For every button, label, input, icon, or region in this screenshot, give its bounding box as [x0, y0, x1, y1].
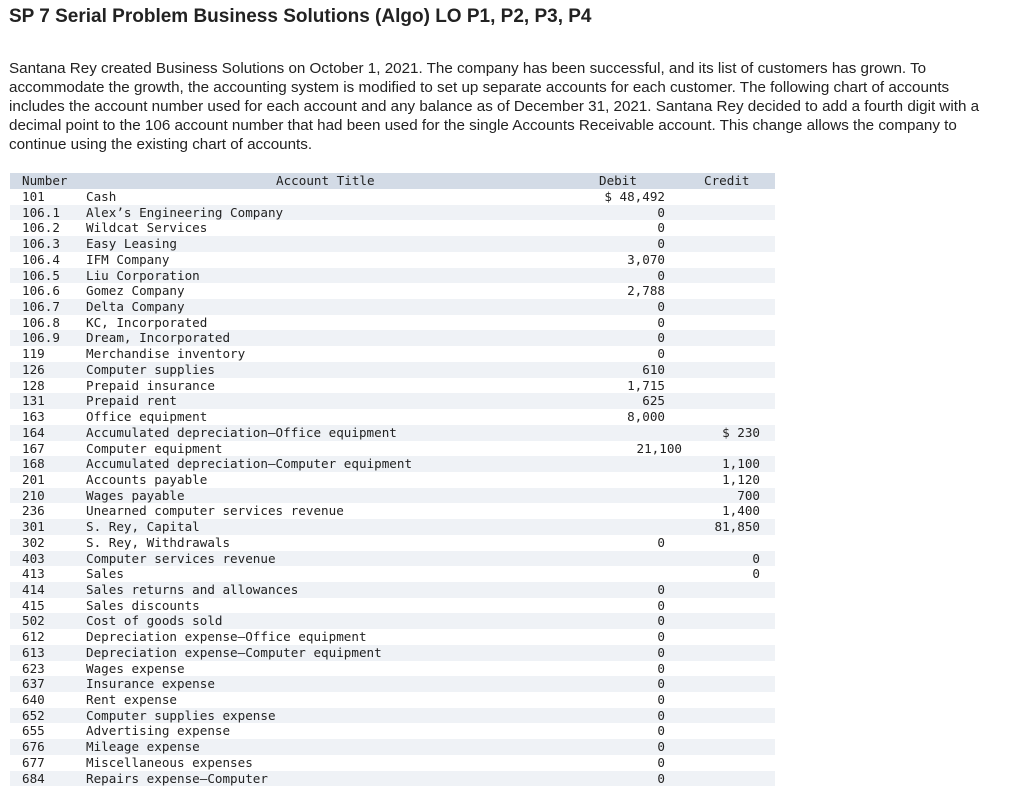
account-title: Sales discounts: [86, 597, 200, 613]
header-credit: Credit: [704, 173, 750, 188]
debit-amount: 3,070: [627, 251, 665, 267]
account-number: 106.5: [22, 267, 60, 283]
account-title: Easy Leasing: [86, 236, 177, 252]
credit-amount: $ 230: [722, 424, 760, 440]
account-title: Dream, Incorporated: [86, 330, 231, 346]
header-account-title: Account Title: [276, 173, 375, 188]
account-number: 119: [22, 346, 45, 362]
account-title: Wages expense: [86, 660, 185, 676]
header-debit: Debit: [599, 173, 637, 188]
account-number: 101: [22, 189, 45, 204]
account-number: 677: [22, 754, 45, 770]
account-number: 168: [22, 456, 45, 472]
intro-paragraph: Santana Rey created Business Solutions on October 1, 2021. The company has been successful, and its list of customers has grown. To accommodate the growth, the accounting system is modified to set up separate accounts for each customer. The following chart of accounts includes the account number used for each account and any balance as of December 31, 2021. Santana Rey decided to add a fourth digit with a decimal point to the 106 account number that had been used for the single Accounts Receivable account. This change allows the company to continue using the existing chart of accounts.: [9, 60, 980, 153]
debit-amount: 0: [657, 314, 665, 330]
table-row: [10, 252, 775, 268]
debit-amount: 0: [657, 660, 665, 676]
header-number: Number: [22, 173, 68, 188]
debit-amount: 0: [657, 613, 665, 629]
account-number: 126: [22, 361, 45, 377]
account-title: Merchandise inventory: [86, 346, 246, 362]
table-row: [10, 189, 775, 205]
account-title: Cost of goods sold: [86, 613, 223, 629]
account-title: Unearned computer services revenue: [86, 503, 344, 519]
table-row: [10, 519, 775, 535]
account-title: Advertising expense: [86, 723, 231, 739]
debit-amount: 0: [657, 330, 665, 346]
account-title: Computer services revenue: [86, 550, 276, 566]
table-row: [10, 629, 775, 645]
account-number: 640: [22, 692, 45, 707]
table-row: [10, 582, 775, 598]
account-number: 210: [22, 487, 45, 503]
account-title: Repairs expense—Computer: [86, 770, 268, 786]
debit-amount: 2,788: [627, 283, 665, 299]
account-title: KC, Incorporated: [86, 314, 208, 330]
account-number: 637: [22, 676, 45, 692]
account-number: 106.4: [22, 251, 60, 267]
account-number: 106.8: [22, 314, 60, 330]
account-title: Wildcat Services: [86, 220, 208, 236]
debit-amount: 0: [657, 629, 665, 645]
account-number: 106.6: [22, 283, 60, 299]
table-row: [10, 739, 775, 755]
account-title: Computer supplies: [86, 361, 215, 377]
account-title: Mileage expense: [86, 739, 200, 755]
credit-amount: 700: [737, 487, 760, 503]
account-title: Alex’s Engineering Company: [86, 204, 284, 220]
table-row: [10, 723, 775, 739]
account-number: 167: [22, 440, 45, 456]
table-row: [10, 598, 775, 614]
account-number: 613: [22, 644, 45, 660]
chart-of-accounts-table: [10, 173, 775, 786]
account-number: 652: [22, 707, 45, 723]
table-row: [10, 551, 775, 567]
account-number: 106.1: [22, 204, 60, 220]
table-row: [10, 456, 775, 472]
table-row: [10, 535, 775, 551]
table-row: [10, 220, 775, 236]
account-title: Wages payable: [86, 487, 185, 503]
table-row: [10, 346, 775, 362]
table-row: [10, 283, 775, 299]
account-number: 403: [22, 550, 45, 566]
table-row: [10, 613, 775, 629]
account-number: 163: [22, 409, 45, 425]
account-number: 502: [22, 613, 45, 629]
table-header: [10, 173, 775, 189]
table-row: [10, 676, 775, 692]
account-title: Accumulated depreciation—Office equipment: [86, 424, 397, 440]
account-title: Sales: [86, 566, 124, 582]
table-row: [10, 503, 775, 519]
debit-amount: 0: [657, 644, 665, 660]
table-row: [10, 236, 775, 252]
debit-amount: 0: [657, 581, 665, 597]
account-number: 413: [22, 566, 45, 582]
table-row: [10, 409, 775, 425]
account-title: IFM Company: [86, 251, 170, 267]
account-number: 106.3: [22, 236, 60, 252]
table-row: [10, 645, 775, 661]
account-title: Accumulated depreciation—Computer equipment: [86, 456, 413, 472]
account-title: Liu Corporation: [86, 267, 200, 283]
debit-amount: 0: [657, 299, 665, 315]
debit-amount: 0: [657, 754, 665, 770]
table-body: [10, 189, 775, 786]
account-number: 415: [22, 597, 45, 613]
credit-amount: 1,100: [722, 456, 760, 472]
credit-amount: 1,400: [722, 503, 760, 519]
debit-amount: 0: [657, 534, 665, 550]
credit-amount: 81,850: [714, 519, 760, 535]
account-number: 106.7: [22, 299, 60, 315]
account-number: 128: [22, 377, 45, 393]
table-row: [10, 299, 775, 315]
credit-amount: 0: [752, 550, 760, 566]
account-title: Office equipment: [86, 409, 208, 425]
table-row: [10, 488, 775, 504]
account-title: S. Rey, Withdrawals: [86, 534, 231, 550]
debit-amount: 0: [657, 236, 665, 252]
debit-amount: 0: [657, 692, 665, 707]
account-number: 684: [22, 770, 45, 786]
account-number: 655: [22, 723, 45, 739]
account-number: 131: [22, 393, 45, 409]
debit-amount: 610: [642, 361, 665, 377]
account-number: 414: [22, 581, 45, 597]
debit-amount: 21,100: [636, 440, 682, 456]
account-title: Insurance expense: [86, 676, 215, 692]
table-row: [10, 566, 775, 582]
account-title: Prepaid insurance: [86, 377, 215, 393]
account-title: Sales returns and allowances: [86, 581, 299, 597]
account-number: 612: [22, 629, 45, 645]
account-title: Accounts payable: [86, 471, 208, 487]
table-row: [10, 362, 775, 378]
account-title: Rent expense: [86, 692, 177, 707]
account-title: Cash: [86, 189, 117, 204]
account-number: 676: [22, 739, 45, 755]
table-row: [10, 425, 775, 441]
account-number: 623: [22, 660, 45, 676]
debit-amount: 0: [657, 770, 665, 786]
page-title: SP 7 Serial Problem Business Solutions (Algo) LO P1, P2, P3, P4: [9, 6, 592, 27]
debit-amount: 0: [657, 220, 665, 236]
account-number: 301: [22, 519, 45, 535]
debit-amount: 0: [657, 346, 665, 362]
account-title: Computer equipment: [86, 440, 223, 456]
account-title: S. Rey, Capital: [86, 519, 200, 535]
account-number: 106.9: [22, 330, 60, 346]
table-row: [10, 393, 775, 409]
table-row: [10, 472, 775, 488]
account-number: 164: [22, 424, 45, 440]
table-row: [10, 378, 775, 394]
account-title: Computer supplies expense: [86, 707, 276, 723]
account-number: 201: [22, 471, 45, 487]
table-row: [10, 205, 775, 221]
debit-amount: 0: [657, 676, 665, 692]
table-row: [10, 315, 775, 331]
account-title: Delta Company: [86, 299, 185, 315]
account-title: Depreciation expense—Computer equipment: [86, 644, 382, 660]
debit-amount: 0: [657, 723, 665, 739]
debit-amount: 0: [657, 707, 665, 723]
debit-amount: 0: [657, 597, 665, 613]
account-number: 106.2: [22, 220, 60, 236]
credit-amount: 1,120: [722, 471, 760, 487]
table-row: [10, 771, 775, 787]
debit-amount: $ 48,492: [604, 189, 665, 204]
table-row: [10, 330, 775, 346]
debit-amount: 0: [657, 204, 665, 220]
debit-amount: 8,000: [627, 409, 665, 425]
account-number: 236: [22, 503, 45, 519]
table-row: [10, 708, 775, 724]
account-number: 302: [22, 534, 45, 550]
account-title: Prepaid rent: [86, 393, 177, 409]
account-title: Miscellaneous expenses: [86, 754, 253, 770]
table-row: [10, 268, 775, 284]
account-title: Depreciation expense—Office equipment: [86, 629, 367, 645]
table-row: [10, 755, 775, 771]
table-row: [10, 692, 775, 708]
debit-amount: 1,715: [627, 377, 665, 393]
debit-amount: 625: [642, 393, 665, 409]
account-title: Gomez Company: [86, 283, 185, 299]
credit-amount: 0: [752, 566, 760, 582]
debit-amount: 0: [657, 739, 665, 755]
debit-amount: 0: [657, 267, 665, 283]
table-row: [10, 661, 775, 677]
table-row: [10, 441, 775, 457]
